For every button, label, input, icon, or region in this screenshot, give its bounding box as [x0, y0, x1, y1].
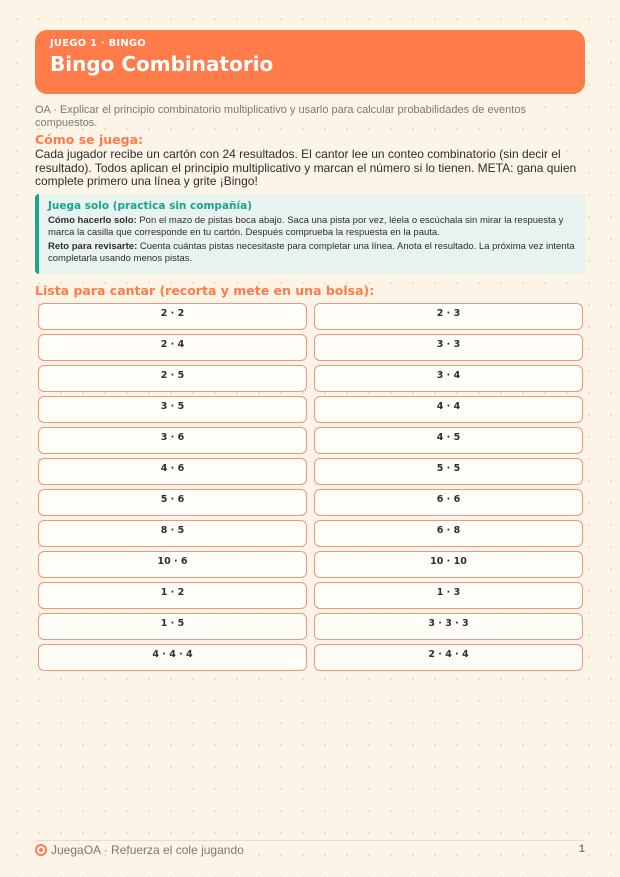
solo-challenge: [48, 241, 578, 265]
call-card: [38, 551, 307, 578]
call-card-text: 4 · 6: [160, 463, 185, 474]
call-card: [314, 551, 583, 578]
call-card: [314, 520, 583, 547]
call-card: [314, 489, 583, 516]
call-card-text: 1 · 5: [160, 618, 185, 629]
call-card-text: 5 · 5: [436, 463, 461, 474]
solo-how-label: Cómo hacerlo solo:: [48, 215, 137, 226]
call-card: [38, 489, 307, 516]
solo-play-box: [35, 194, 585, 274]
call-card-text: 2 · 3: [436, 308, 461, 319]
call-card: [314, 582, 583, 609]
solo-instructions: [48, 215, 578, 239]
call-card: [314, 303, 583, 330]
call-card-text: 10 · 6: [157, 556, 188, 567]
call-card: [314, 334, 583, 361]
call-card-text: 5 · 6: [160, 494, 185, 505]
learning-objective: OA · Explicar el principio combinatorio multiplicativo y usarlo para calcular probabilidades de eventos compuestos.: [35, 104, 526, 129]
solo-play-heading: Juega solo (practica sin compañía): [48, 200, 252, 212]
call-card: [38, 613, 307, 640]
call-card-text: 6 · 6: [436, 494, 461, 505]
call-card-text: 3 · 4: [436, 370, 461, 381]
call-card: [38, 520, 307, 547]
call-card: [38, 582, 307, 609]
call-card-text: 3 · 3: [436, 339, 461, 350]
target-icon: [35, 844, 47, 856]
call-card: [314, 613, 583, 640]
call-card: [314, 644, 583, 671]
call-card: [314, 458, 583, 485]
solo-how-text: Pon el mazo de pistas boca abajo. Saca una pista por vez, léela o escúchala sin mirar la respuesta y marca la casilla que corresponde en tu cartón. Después comprueba la respuesta en la pauta.: [48, 215, 564, 238]
page-title: Bingo Combinatorio: [50, 52, 274, 76]
how-to-play-text: Cada jugador recibe un cartón con 24 resultados. El cantor lee un conteo combinatorio (sin decir el resultado). Todos aplican el principio multiplicativo y marcan el número si lo tienen. META: gana quien complete primero una línea y grite ¡Bingo!: [35, 147, 577, 189]
call-card: [38, 427, 307, 454]
call-card-text: 3 · 6: [160, 432, 185, 443]
page-number: 1: [578, 843, 585, 855]
call-card-text: 2 · 4 · 4: [428, 649, 469, 660]
call-card: [314, 427, 583, 454]
call-card-text: 1 · 3: [436, 587, 461, 598]
call-card-text: 2 · 2: [160, 308, 185, 319]
call-card: [314, 396, 583, 423]
call-card-text: 3 · 3 · 3: [428, 618, 469, 629]
call-card-text: 10 · 10: [430, 556, 467, 567]
how-to-play-heading: Cómo se juega:: [35, 132, 144, 147]
call-card: [38, 303, 307, 330]
call-card: [38, 365, 307, 392]
call-list-heading: Lista para cantar (recorta y mete en una bolsa):: [35, 283, 375, 298]
call-card-text: 8 · 5: [160, 525, 185, 536]
call-card: [38, 458, 307, 485]
solo-review-label: Reto para revisarte:: [48, 241, 138, 252]
call-card-text: 4 · 4 · 4: [152, 649, 193, 660]
title-banner: [35, 30, 585, 94]
call-card-text: 2 · 4: [160, 339, 185, 350]
call-list-grid: [38, 303, 583, 671]
call-card: [314, 365, 583, 392]
call-card: [38, 334, 307, 361]
solo-review-text: Cuenta cuántas pistas necesitaste para completar una línea. Anota el resultado. La próxima vez intenta completarla usando menos pistas.: [48, 241, 575, 264]
call-card-text: 3 · 5: [160, 401, 185, 412]
call-card-text: 4 · 4: [436, 401, 461, 412]
call-card-text: 4 · 5: [436, 432, 461, 443]
game-label: JUEGO 1 · BINGO: [50, 38, 147, 49]
call-card: [38, 396, 307, 423]
call-card-text: 2 · 5: [160, 370, 185, 381]
call-card: [38, 644, 307, 671]
call-card-text: 6 · 8: [436, 525, 461, 536]
footer-brand-text: JuegaOA · Refuerza el cole jugando: [51, 843, 244, 857]
footer-brand: [35, 843, 244, 857]
call-card-text: 1 · 2: [160, 587, 185, 598]
footer-divider: [35, 840, 585, 841]
